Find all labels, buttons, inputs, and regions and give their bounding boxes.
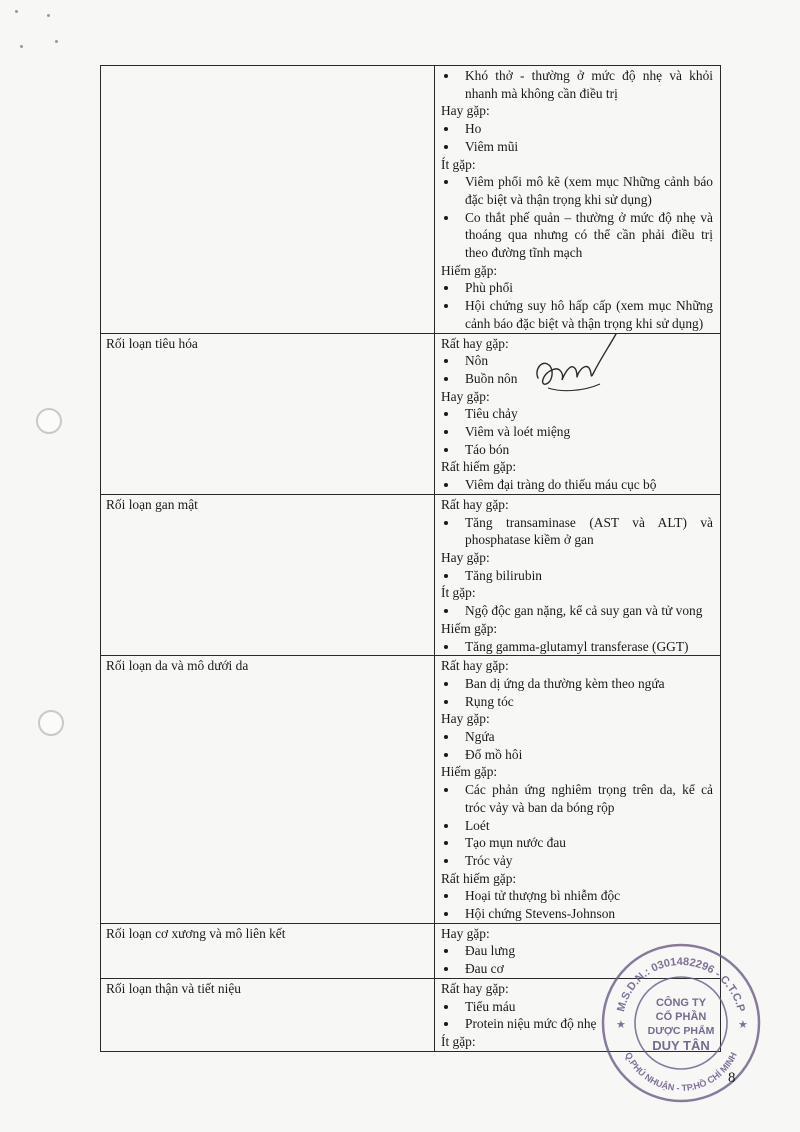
effect-item: Hoại tử thượng bì nhiễm độc bbox=[441, 887, 713, 905]
effect-list bbox=[441, 567, 713, 585]
frequency-label: Rất hay gặp: bbox=[441, 980, 509, 996]
frequency-label: Hay gặp: bbox=[441, 711, 490, 727]
effect-item: Viêm đại tràng do thiếu máu cục bộ bbox=[441, 476, 713, 494]
effect-item: Tạo mụn nước đau bbox=[441, 834, 713, 852]
table-row bbox=[101, 656, 721, 924]
effect-item: Viêm phổi mô kẽ (xem mục Những cảnh báo đặc biệt và thận trọng khi sử dụng) bbox=[441, 173, 713, 208]
frequency-label: Hiếm gặp: bbox=[441, 620, 498, 636]
svg-text:★: ★ bbox=[616, 1019, 626, 1031]
effect-item: Các phản ứng nghiêm trọng trên da, kể cả tróc vảy và ban da bóng rộp bbox=[441, 781, 713, 816]
svg-text:Q.PHÚ NHUẬN - TP.HỒ CHÍ MINH bbox=[623, 1051, 739, 1093]
frequency-label: Hay gặp: bbox=[441, 549, 490, 565]
effect-list bbox=[441, 638, 713, 656]
effect-item: Viêm mũi bbox=[441, 138, 713, 156]
effect-item: Tăng gamma-glutamyl transferase (GGT) bbox=[441, 638, 713, 656]
frequency-label: Ít gặp: bbox=[441, 585, 476, 601]
frequency-label: Rất hiếm gặp: bbox=[441, 459, 517, 475]
adverse-reactions-table bbox=[100, 65, 721, 1052]
effects-cell bbox=[435, 494, 721, 655]
frequency-label: Rất hiếm gặp: bbox=[441, 870, 517, 886]
svg-text:★: ★ bbox=[738, 1019, 748, 1031]
effect-item: Hội chứng suy hô hấp cấp (xem mục Những cảnh báo đặc biệt và thận trọng khi sử dụng) bbox=[441, 297, 713, 332]
effect-item: Đau cơ bbox=[441, 960, 713, 978]
frequency-label: Ít gặp: bbox=[441, 1033, 476, 1049]
scan-speck bbox=[55, 40, 58, 43]
effect-item: Táo bón bbox=[441, 441, 713, 459]
frequency-label: Rất hay gặp: bbox=[441, 658, 509, 674]
frequency-label: Rất hay gặp: bbox=[441, 335, 509, 351]
organ-class-cell bbox=[101, 66, 435, 334]
effect-item: Buồn nôn bbox=[441, 370, 713, 388]
frequency-label: Hiếm gặp: bbox=[441, 262, 498, 278]
effect-item: Ban dị ứng da thường kèm theo ngứa bbox=[441, 675, 713, 693]
effect-list bbox=[441, 781, 713, 870]
organ-class-cell: Rối loạn da và mô dưới da bbox=[101, 656, 435, 924]
effect-item: Rụng tóc bbox=[441, 693, 713, 711]
organ-class-cell: Rối loạn thận và tiết niệu bbox=[101, 978, 435, 1051]
effect-item: Protein niệu mức độ nhẹ bbox=[441, 1015, 713, 1033]
effect-item: Ho bbox=[441, 120, 713, 138]
effect-item: Ngứa bbox=[441, 728, 713, 746]
effect-item: Khó thở - thường ở mức độ nhẹ và khỏi nhanh mà không cần điều trị bbox=[441, 67, 713, 102]
handwritten-signature bbox=[530, 322, 625, 394]
frequency-label: Hay gặp: bbox=[441, 103, 490, 119]
organ-class-cell: Rối loạn cơ xương và mô liên kết bbox=[101, 923, 435, 978]
effects-cell bbox=[435, 66, 721, 334]
effect-list bbox=[441, 514, 713, 549]
effect-item: Viêm và loét miệng bbox=[441, 423, 713, 441]
effect-list bbox=[441, 675, 713, 710]
effect-item: Tiêu chảy bbox=[441, 405, 713, 423]
effect-list bbox=[441, 67, 713, 102]
effect-item: Loét bbox=[441, 817, 713, 835]
scan-speck bbox=[15, 10, 18, 13]
effect-item: Tăng transaminase (AST và ALT) và phosphatase kiềm ở gan bbox=[441, 514, 713, 549]
effect-item: Đổ mồ hôi bbox=[441, 746, 713, 764]
punch-hole bbox=[36, 408, 62, 434]
scan-speck bbox=[47, 14, 50, 17]
effect-list bbox=[441, 476, 713, 494]
scan-speck bbox=[20, 45, 23, 48]
effect-item: Co thắt phế quản – thường ở mức độ nhẹ và thoáng qua nhưng có thể cần phải điều trị theo đường tĩnh mạch bbox=[441, 209, 713, 262]
effect-item: Hội chứng Stevens-Johnson bbox=[441, 905, 713, 923]
effect-list bbox=[441, 602, 713, 620]
frequency-label: Hay gặp: bbox=[441, 925, 490, 941]
effects-cell bbox=[435, 656, 721, 924]
effect-item: Tiểu máu bbox=[441, 998, 713, 1016]
effect-item: Tăng bilirubin bbox=[441, 567, 713, 585]
effect-list bbox=[441, 728, 713, 763]
effect-list bbox=[441, 120, 713, 155]
table-row bbox=[101, 494, 721, 655]
effect-item: Ngộ độc gan nặng, kể cả suy gan và tử vong bbox=[441, 602, 713, 620]
seal-text: CÔNG TY bbox=[655, 997, 707, 1009]
seal-text: DƯỢC PHẨM bbox=[647, 1025, 715, 1037]
effect-list bbox=[441, 887, 713, 922]
organ-class-cell: Rối loạn gan mật bbox=[101, 494, 435, 655]
frequency-label: Ít gặp: bbox=[441, 156, 476, 172]
effect-item: Đau lưng bbox=[441, 942, 713, 960]
effect-item: Tróc vảy bbox=[441, 852, 713, 870]
page-number: 8 bbox=[728, 1070, 736, 1086]
effect-item: Nôn bbox=[441, 352, 713, 370]
seal-text: DUY TÂN bbox=[652, 1038, 710, 1053]
effect-list bbox=[441, 405, 713, 458]
table-row bbox=[101, 333, 721, 494]
company-seal bbox=[598, 940, 764, 1106]
seal-text: Q.PHÚ NHUẬN - TP.HỒ CHÍ MINH bbox=[623, 1050, 739, 1094]
organ-class-cell: Rối loạn tiêu hóa bbox=[101, 333, 435, 494]
effect-item: Phù phổi bbox=[441, 279, 713, 297]
frequency-label: Hay gặp: bbox=[441, 388, 490, 404]
effect-list bbox=[441, 173, 713, 262]
seal-text: M.S.D.N.: 0301482296 - C.T.C.P bbox=[615, 955, 747, 1014]
frequency-label: Hiếm gặp: bbox=[441, 764, 498, 780]
punch-hole bbox=[38, 710, 64, 736]
seal-text: CỔ PHẦN bbox=[655, 1011, 707, 1023]
frequency-label: Rất hay gặp: bbox=[441, 496, 509, 512]
table-row bbox=[101, 66, 721, 334]
